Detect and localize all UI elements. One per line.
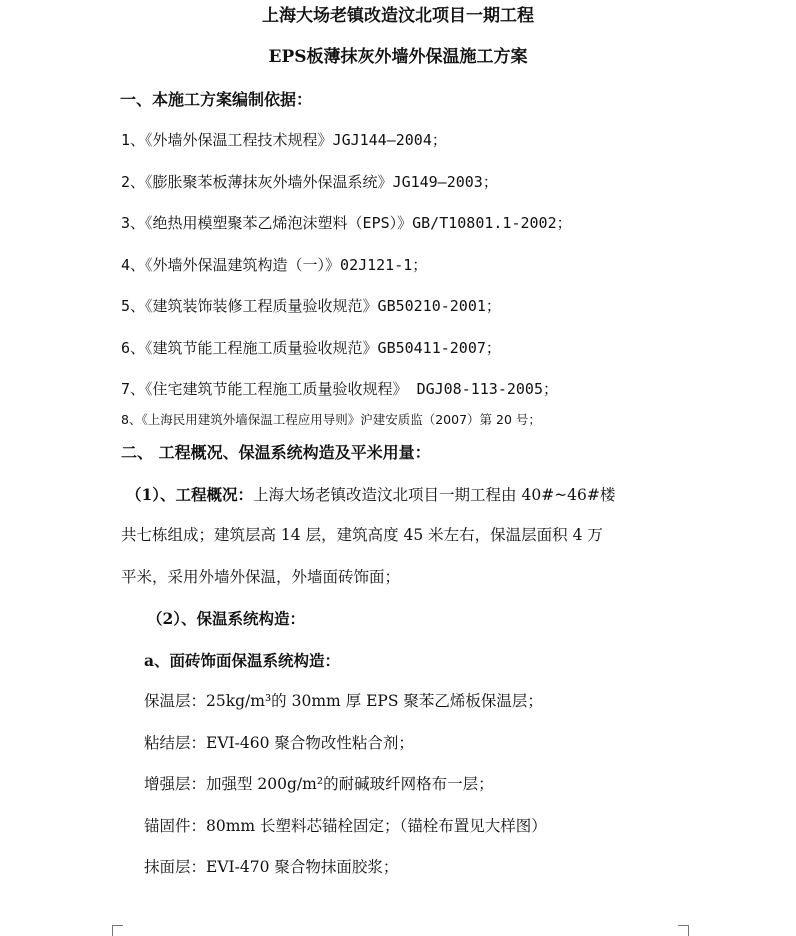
page-corner-mark-left (112, 925, 123, 936)
section2-heading: 二、 工程概况、保温系统构造及平米用量： (121, 443, 431, 462)
layer-item: 保温层：25kg/m³的 30mm 厚 EPS 聚苯乙烯板保温层； (144, 692, 543, 710)
overview-first-line (126, 487, 615, 504)
reference-item: 7、《住宅建筑节能工程施工质量验收规程》 DGJ08-113-2005； (121, 380, 558, 398)
system-heading: （2）、保温系统构造： (147, 609, 306, 628)
section1-heading: 一、本施工方案编制依据： (120, 90, 313, 109)
reference-item: 5、《建筑装饰装修工程质量验收规范》GB50210-2001； (121, 297, 501, 315)
reference-item: 6、《建筑节能工程施工质量验收规范》GB50411-2007； (121, 339, 501, 357)
layer-item: 增强层：加强型 200g/m²的耐碱玻纤网格布一层； (144, 775, 494, 793)
overview-label: （1）、工程概况： (126, 485, 254, 504)
reference-item: 3、《绝热用模塑聚苯乙烯泡沫塑料（EPS）》GB/T10801.1-2002； (121, 214, 572, 232)
layer-item: 抹面层：EVI-470 聚合物抹面胶浆； (144, 858, 399, 876)
reference-item: 8、《上海民用建筑外墙保温工程应用导则》沪建安质监（2007）第 20 号； (121, 412, 541, 427)
layer-item: 锚固件：80mm 长塑料芯锚栓固定；（锚栓布置见大样图） (144, 817, 547, 835)
overview-third-line: 平米，采用外墙外保温，外墙面砖饰面； (121, 568, 401, 586)
reference-item: 4、《外墙外保温建筑构造（一）》02J121-1； (121, 256, 428, 274)
document-title: 上海大场老镇改造汶北项目一期工程 (262, 6, 534, 26)
page-corner-mark-right (678, 925, 689, 936)
overview-text: 上海大场老镇改造汶北项目一期工程由 40#~46#楼 (253, 486, 616, 504)
layer-item: 粘结层：EVI-460 聚合物改性粘合剂； (144, 734, 414, 752)
overview-second-line: 共七栋组成；建筑层高 14 层，建筑高度 45 米左右，保温层面积 4 万 (121, 526, 603, 544)
reference-item: 1、《外墙外保温工程技术规程》JGJ144—2004； (121, 131, 447, 149)
reference-item: 2、《膨胀聚苯板薄抹灰外墙外保温系统》JG149—2003； (121, 173, 498, 191)
system-a-heading: a、面砖饰面保温系统构造： (144, 651, 341, 670)
document-subtitle: EPS板薄抹灰外墙外保温施工方案 (268, 47, 528, 67)
